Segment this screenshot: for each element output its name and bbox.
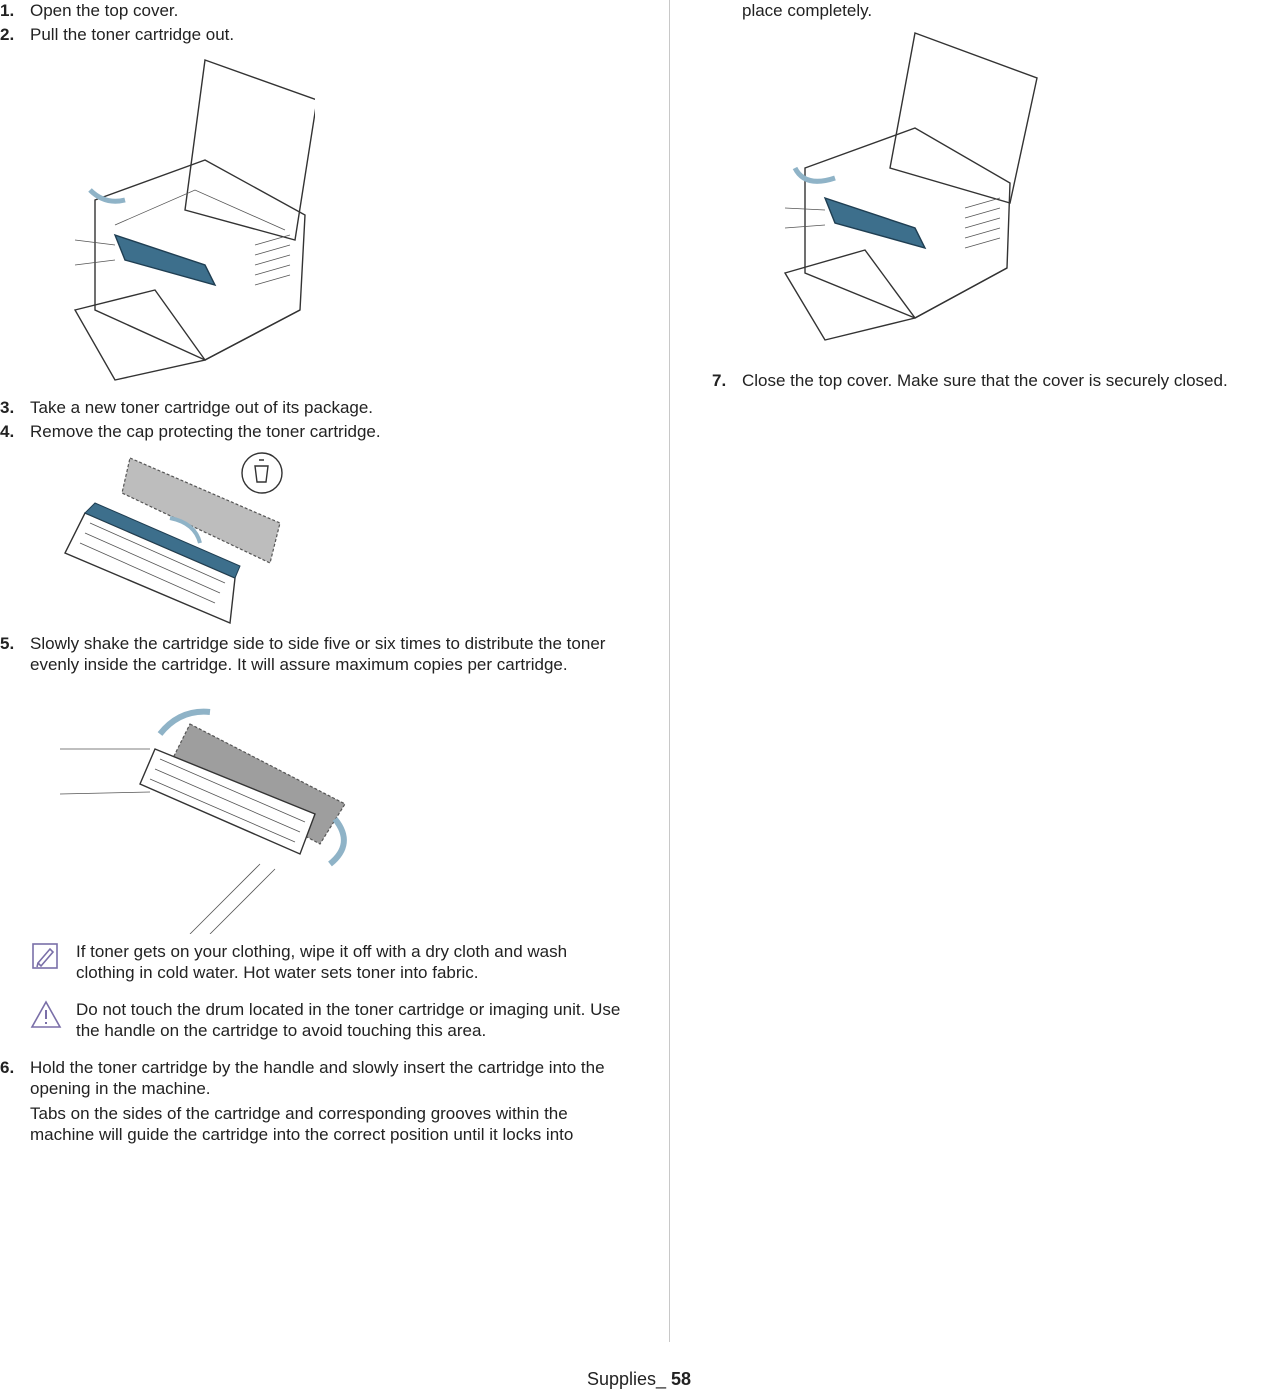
- step-text: Remove the cap protecting the toner cartridge.: [30, 422, 381, 441]
- step-number: 1.: [0, 1, 15, 20]
- step-continuation-text: Tabs on the sides of the cartridge and corresponding grooves within the machine will guide the cartridge into the correct position until it locks into: [30, 1104, 574, 1144]
- continuation-text: place completely.: [742, 1, 873, 20]
- printer-remove-cartridge-illustration: [55, 50, 315, 390]
- note-text: If toner gets on your clothing, wipe it off with a dry cloth and wash clothing in cold water. Hot water sets toner into fabric.: [76, 942, 568, 982]
- step-number: 3.: [0, 398, 15, 417]
- footer-section: Supplies_: [586, 1369, 666, 1389]
- step-6: [0, 1057, 640, 1099]
- step-text: Take a new toner cartridge out of its package.: [30, 398, 374, 417]
- step-3: [0, 397, 640, 418]
- step-text: Hold the toner cartridge by the handle and slowly insert the cartridge into the opening in the machine.: [30, 1058, 605, 1098]
- step-text: Open the top cover.: [30, 1, 179, 20]
- step-6-continued-text: [742, 0, 1272, 21]
- step-6-continuation: [30, 1103, 630, 1145]
- step-4: [0, 421, 640, 442]
- step-text: Close the top cover. Make sure that the cover is securely closed.: [742, 371, 1228, 390]
- page-footer: [0, 1369, 1278, 1390]
- step-number: 5.: [0, 634, 15, 653]
- note-block: [30, 941, 630, 983]
- step-number: 4.: [0, 422, 15, 441]
- step-number: 2.: [0, 25, 15, 44]
- step-text: Slowly shake the cartridge side to side five or six times to distribute the toner evenly inside the cartridge. It will assure maximum copies per cartridge.: [30, 634, 606, 674]
- shake-cartridge-illustration: [60, 704, 355, 934]
- step-2: [0, 24, 640, 45]
- recycle-icon: [242, 453, 282, 493]
- page-number: 58: [671, 1369, 692, 1389]
- step-1: [0, 0, 640, 21]
- caution-text: Do not touch the drum located in the toner cartridge or imaging unit. Use the handle on the cartridge to avoid touching this area.: [76, 1000, 621, 1040]
- step-number: 7.: [712, 371, 727, 390]
- note-pencil-icon: [30, 941, 76, 983]
- step-number: 6.: [0, 1058, 15, 1077]
- printer-insert-cartridge-illustration: [775, 28, 1040, 348]
- caution-triangle-icon: [30, 999, 76, 1041]
- caution-block: [30, 999, 630, 1041]
- step-text: Pull the toner cartridge out.: [30, 25, 235, 44]
- step-5: [0, 633, 640, 675]
- cartridge-cap-illustration: [60, 448, 290, 633]
- step-7: [712, 370, 1278, 391]
- column-divider: [669, 0, 670, 1342]
